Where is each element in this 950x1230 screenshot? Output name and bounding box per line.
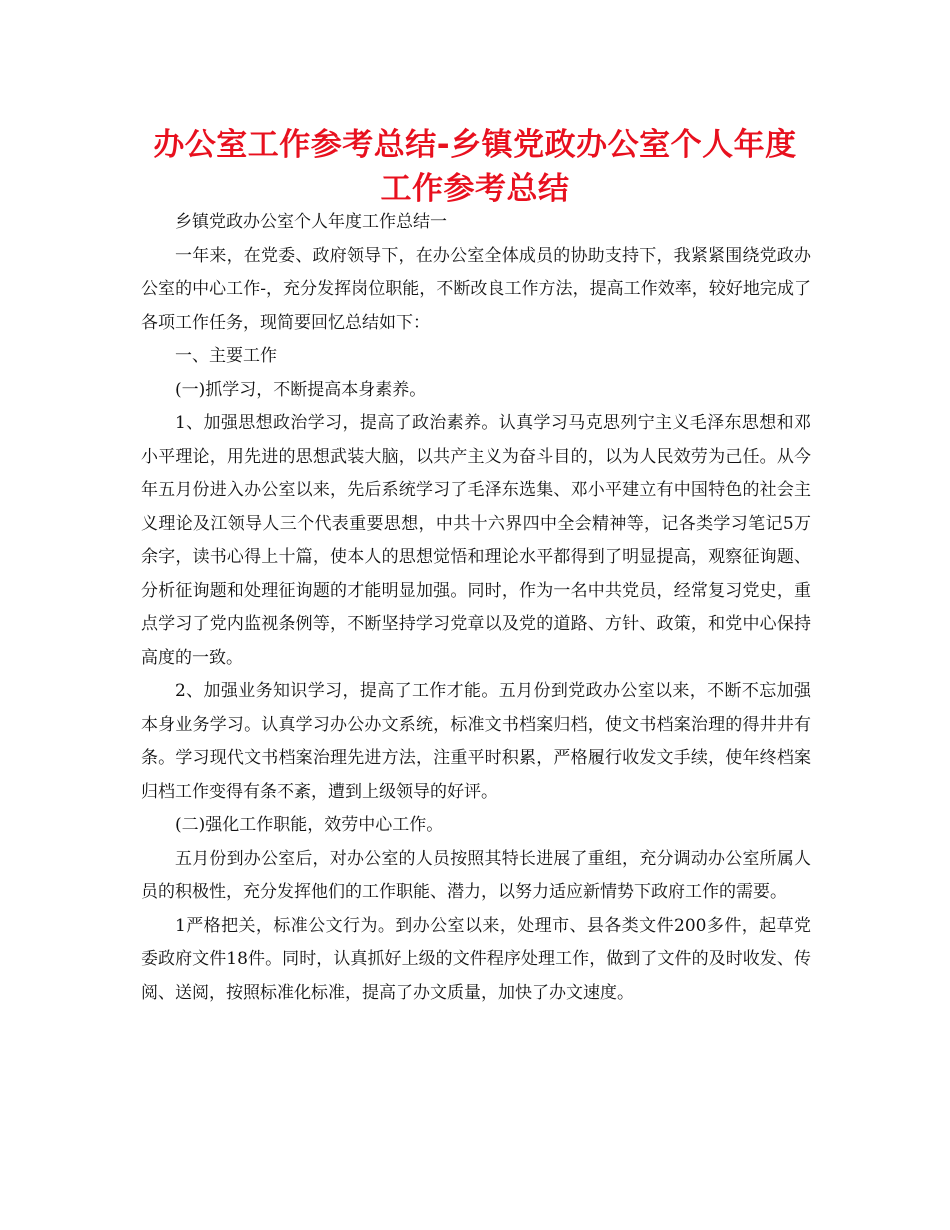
document-title: 办公室工作参考总结-乡镇党政办公室个人年度工作参考总结: [153, 127, 797, 207]
paragraph-intro: 一年来，在党委、政府领导下，在办公室全体成员的协助支持下，我紧紧围绕党政办公室的中心工作-，充分发挥岗位职能，不断改良工作方法，提高工作效率，较好地完成了各项工作任务，现简要回忆总结如下：: [141, 245, 811, 333]
paragraph-subtitle: 乡镇党政办公室个人年度工作总结一: [175, 212, 447, 232]
subsection-heading-functions: (二)强化工作职能，效劳中心工作。: [175, 815, 444, 835]
paragraph-document-handling: 1严格把关，标准公文行为。到办公室以来，处理市、县各类文件200多件，起草党委政府文件18件。同时，认真抓好上级的文件程序处理工作，做到了文件的及时收发、传阅、送阅，按照标准化标准，提高了办文质量，加快了办文速度。: [141, 915, 811, 1003]
section-heading-main-work: 一、主要工作: [175, 346, 277, 366]
paragraph-political-study: 1、加强思想政治学习，提高了政治素养。认真学习马克思列宁主义毛泽东思想和邓小平理论，用先进的思想武装大脑，以共产主义为奋斗目的，以为人民效劳为己任。从今年五月份进入办公室以来，先后系统学习了毛泽东选集、邓小平建立有中国特色的社会主义理论及江领导人三个代表重要思想，中共十六界四中全会精神等，记各类学习笔记5万余字，读书心得上十篇，使本人的思想觉悟和理论水平都得到了明显提高，观察征询题、分析征询题和处理征询题的才能明显加强。同时，作为一名中共党员，经常复习党史，重点学习了党内监视条例等，不断坚持学习党章以及党的道路、方针、政策，和党中心保持高度的一致。: [141, 413, 811, 668]
paragraph-office-reorganization: 五月份到办公室后，对办公室的人员按照其特长进展了重组，充分调动办公室所属人员的积极性，充分发挥他们的工作职能、潜力，以努力适应新情势下政府工作的需要。: [141, 848, 811, 902]
document-body: [141, 206, 811, 1010]
subsection-heading-study: (一)抓学习，不断提高本身素养。: [175, 379, 427, 400]
paragraph-business-study: 2、加强业务知识学习，提高了工作才能。五月份到党政办公室以来，不断不忘加强本身业务学习。认真学习办公办文系统，标准文书档案归档，使文书档案治理的得井井有条。学习现代文书档案治理先进方法，注重平时积累，严格履行收发文手续，使年终档案归档工作变得有条不紊，遭到上级领导的好评。: [141, 681, 811, 802]
